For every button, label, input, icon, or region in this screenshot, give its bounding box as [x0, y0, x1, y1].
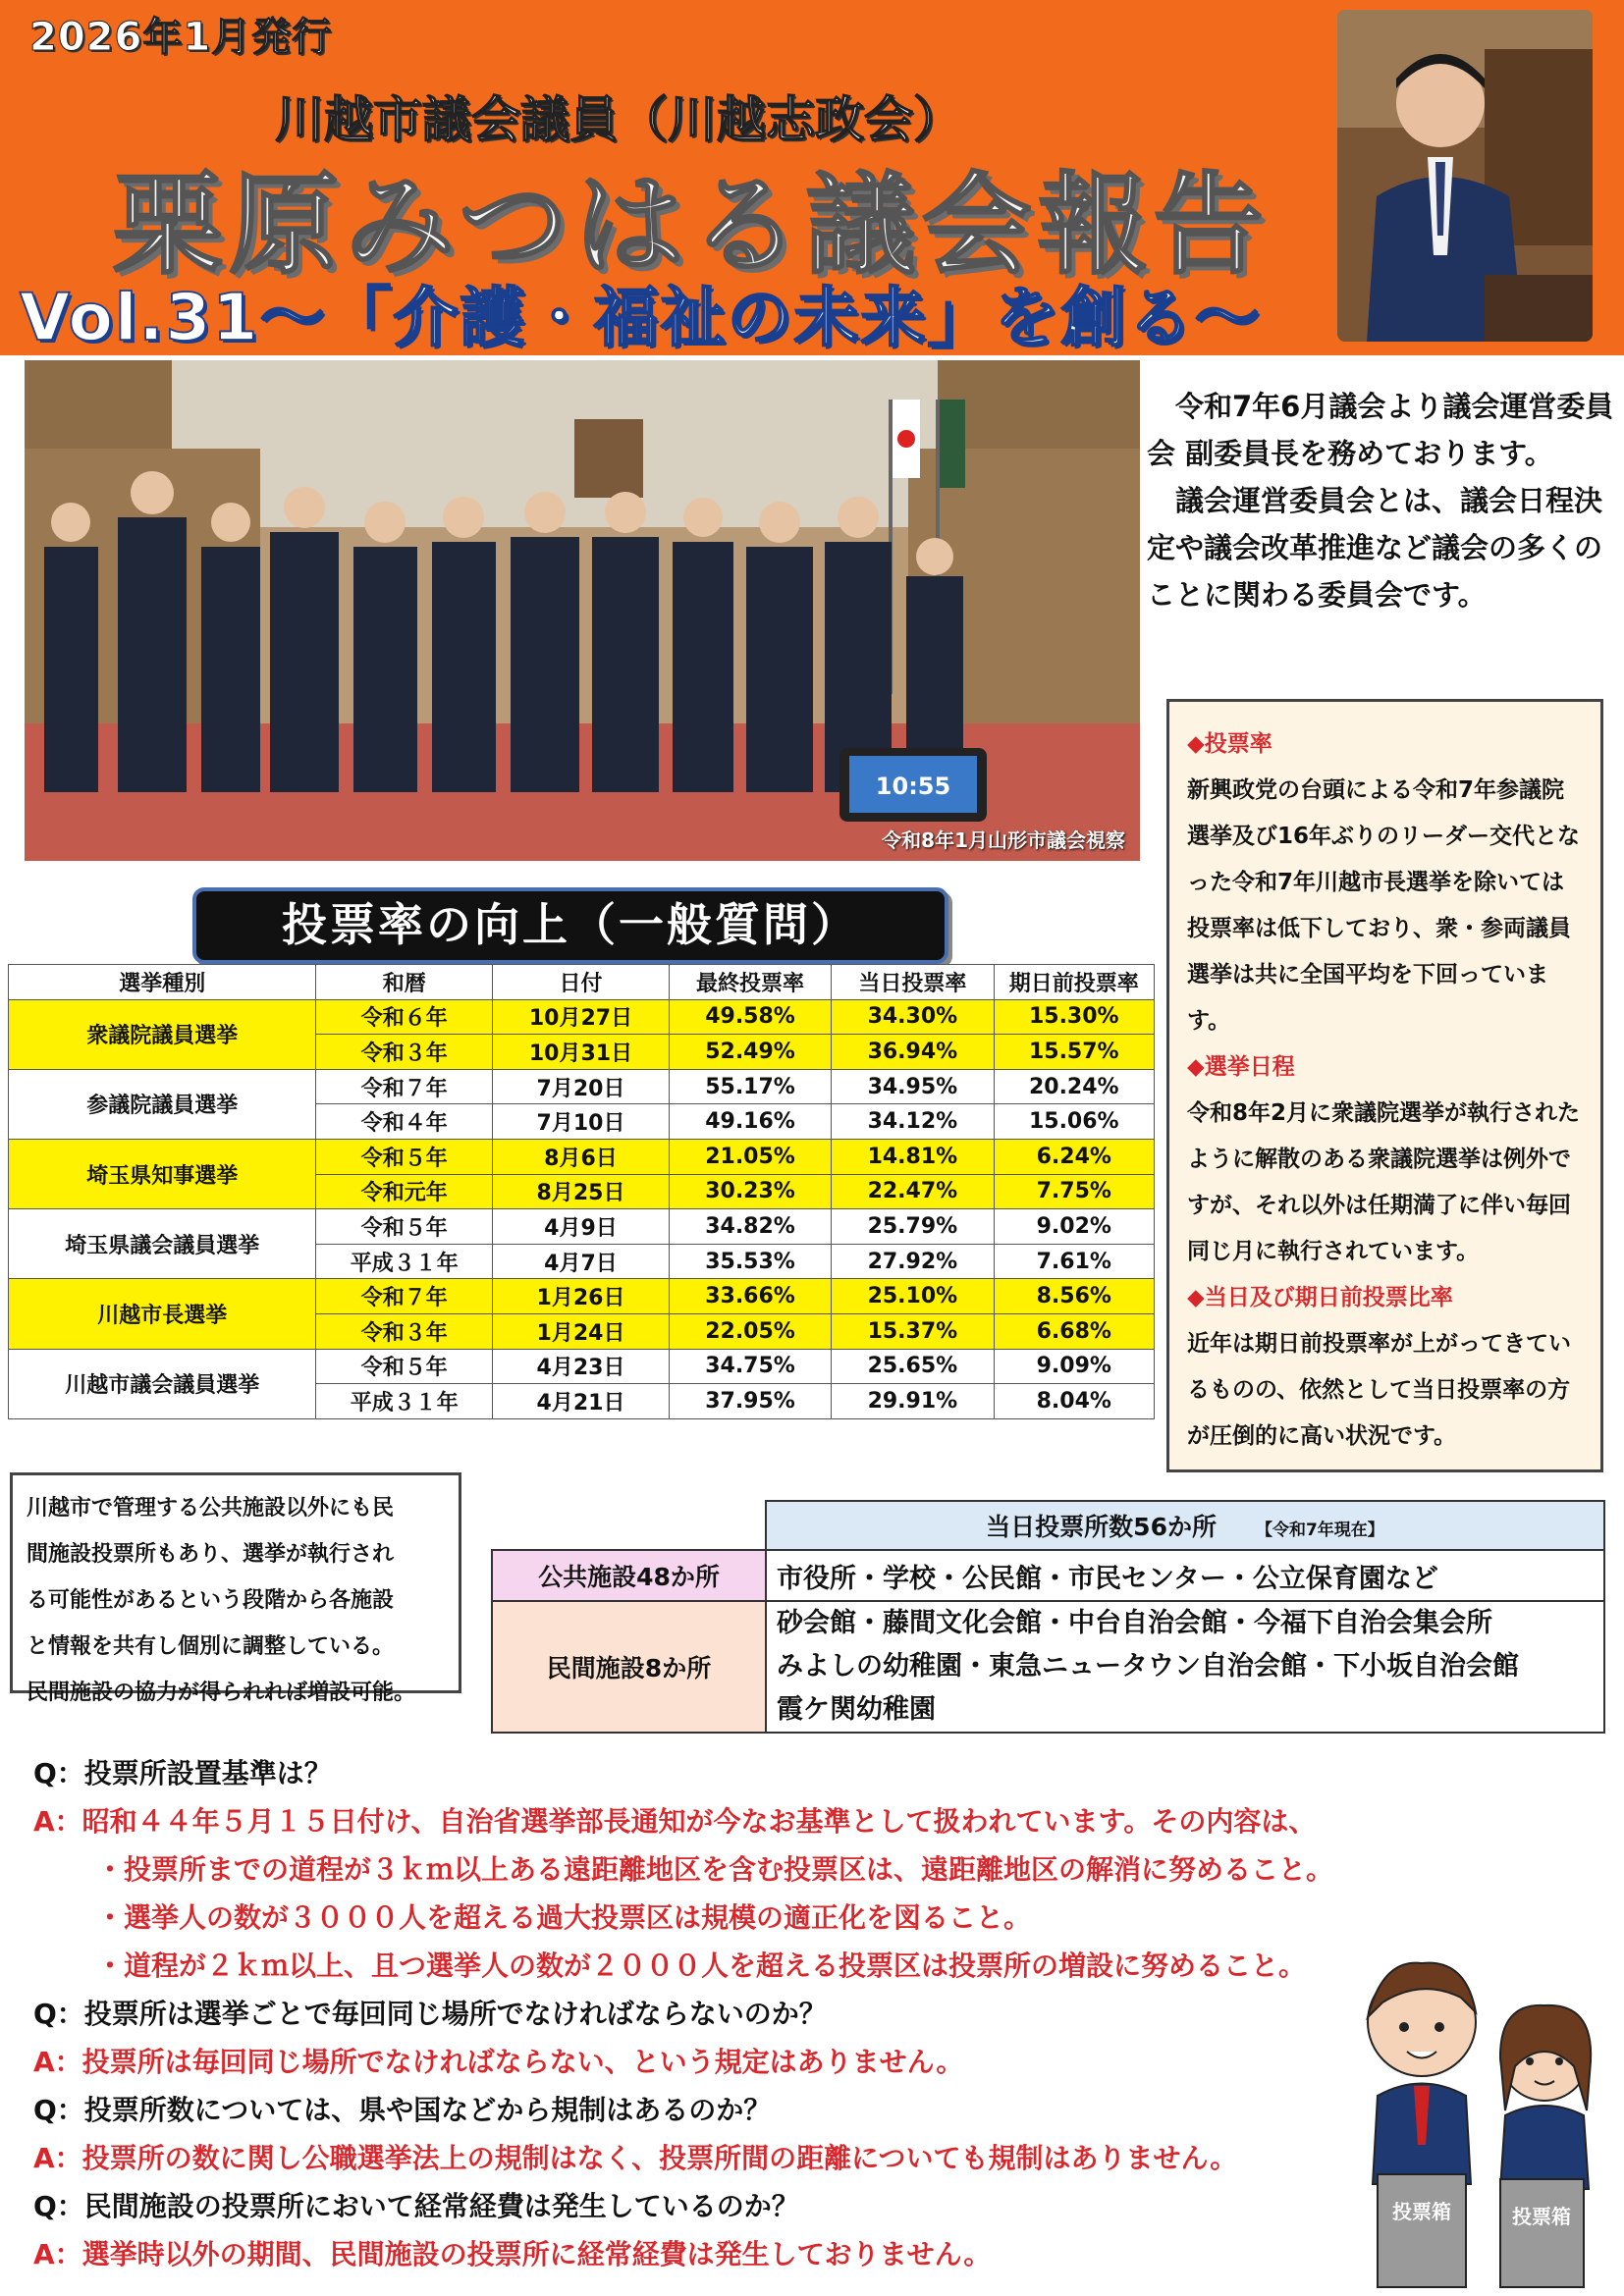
private-facility-line: 霞ケ関幼稚園 [777, 1694, 936, 1725]
table-row [9, 1209, 1155, 1245]
date-cell: 8月6日 [493, 1139, 670, 1174]
early-rate-cell: 6.68% [994, 1313, 1154, 1349]
col-header-early: 期日前投票率 [994, 965, 1154, 1000]
day-rate-cell: 34.30% [832, 999, 994, 1035]
day-rate-cell: 25.65% [832, 1349, 994, 1384]
date-cell: 4月7日 [493, 1244, 670, 1279]
day-rate-cell: 29.91% [832, 1384, 994, 1419]
election-type: 川越市長選挙 [9, 1279, 316, 1349]
early-rate-cell: 8.04% [994, 1384, 1154, 1419]
polling-place-table [491, 1500, 1605, 1734]
ballot-box-label: 投票箱 [1392, 2200, 1451, 2223]
table-header-row [9, 965, 1155, 1000]
polling-count-header [766, 1501, 1604, 1550]
early-rate-cell: 15.06% [994, 1104, 1154, 1140]
empty-corner-cell [492, 1501, 766, 1550]
answer: A：選挙時以外の期間、民間施設の投票所に経常経費は発生しておりません。 [33, 2238, 992, 2270]
final-rate-cell: 37.95% [669, 1384, 831, 1419]
page-title: 栗原みつはる議会報告 [113, 162, 1270, 290]
clock-display: 10:55 [875, 773, 951, 800]
era-cell: 令和５年 [316, 1139, 493, 1174]
page-subtitle: Vol.31～「介護・福祉の未来」を創る～ [20, 280, 1262, 355]
final-rate-cell: 34.75% [669, 1349, 831, 1384]
early-rate-cell: 20.24% [994, 1069, 1154, 1104]
final-rate-cell: 35.53% [669, 1244, 831, 1279]
question: Q：民間施設の投票所において経常経費は発生しているのか？ [33, 2190, 799, 2222]
final-rate-cell: 49.16% [669, 1104, 831, 1140]
polling-count-title: 当日投票所数56か所 [986, 1513, 1217, 1541]
col-header-type: 選挙種別 [9, 965, 316, 1000]
question: Q：投票所設置基準は？ [33, 1757, 332, 1789]
date-cell: 7月10日 [493, 1104, 670, 1140]
day-rate-cell: 27.92% [832, 1244, 994, 1279]
early-rate-cell: 7.75% [994, 1174, 1154, 1209]
public-facility-list: 市役所・学校・公民館・市民センター・公立保育園など [766, 1550, 1604, 1601]
col-header-date: 日付 [493, 965, 670, 1000]
election-type: 衆議院議員選挙 [9, 999, 316, 1069]
question: Q：投票所数については、県や国などから規制はあるのか？ [33, 2094, 772, 2126]
election-type: 参議院議員選挙 [9, 1069, 316, 1139]
callout-line: 川越市で管理する公共施設以外にも民 [27, 1496, 395, 1521]
col-header-final: 最終投票率 [669, 965, 831, 1000]
answer: A：投票所の数に関し公職選挙法上の規制はなく、投票所間の距離についても規制はありません。 [33, 2142, 1238, 2174]
early-rate-cell: 7.61% [994, 1244, 1154, 1279]
day-rate-cell: 25.10% [832, 1279, 994, 1314]
private-facility-callout [10, 1472, 461, 1705]
col-header-era: 和暦 [316, 965, 493, 1000]
info-text-ratio: 近年は期日前投票率が上がってきているものの、依然として当日投票率の方が圧倒的に高い状況です。 [1187, 1331, 1571, 1449]
private-facility-label: 民間施設8か所 [492, 1601, 766, 1733]
intro-text [1147, 383, 1618, 618]
callout-line: 民間施設の協力が得られれば増設可能。 [27, 1681, 416, 1705]
table-row [492, 1550, 1604, 1601]
issue-date: 2026年1月発行 [29, 15, 333, 60]
col-header-day: 当日投票率 [832, 965, 994, 1000]
era-cell: 令和３年 [316, 1313, 493, 1349]
date-cell: 10月27日 [493, 999, 670, 1035]
day-rate-cell: 34.12% [832, 1104, 994, 1140]
intro-paragraph: 令和7年6月議会より議会運営委員会 副委員長を務めております。 [1147, 390, 1614, 470]
early-rate-cell: 6.24% [994, 1139, 1154, 1174]
era-cell: 令和５年 [316, 1349, 493, 1384]
answer-detail: ・道程が２ｋｍ以上、且つ選挙人の数が２０００人を超える投票区は投票所の増設に努めること。 [96, 1949, 1307, 1982]
date-cell: 4月23日 [493, 1349, 670, 1384]
chamber-photo-illustration [25, 360, 1140, 861]
date-cell: 4月21日 [493, 1384, 670, 1419]
turnout-info-callout [1166, 699, 1603, 1472]
turnout-table [8, 964, 1155, 1419]
table-row [9, 1139, 1155, 1174]
date-cell: 7月20日 [493, 1069, 670, 1104]
era-cell: 令和７年 [316, 1279, 493, 1314]
era-cell: 令和３年 [316, 1035, 493, 1070]
election-type: 埼玉県知事選挙 [9, 1139, 316, 1208]
table-row [492, 1601, 1604, 1733]
info-title-schedule: ◆選挙日程 [1187, 1054, 1295, 1080]
day-rate-cell: 25.79% [832, 1209, 994, 1245]
day-rate-cell: 14.81% [832, 1139, 994, 1174]
table-row [9, 1349, 1155, 1384]
election-type: 埼玉県議会議員選挙 [9, 1209, 316, 1279]
callout-line: と情報を共有し個別に調整している。 [27, 1634, 395, 1659]
section-title: 投票率の向上（一般質問） [192, 887, 948, 964]
photo-caption: 令和8年1月山形市議会視察 [882, 828, 1125, 852]
answer: A：昭和４４年５月１５日付け、自治省選挙部長通知が今なお基準として扱われています。その内容は、 [33, 1805, 1317, 1838]
private-facility-line: 砂会館・藤間文化会館・中台自治会館・今福下自治会集会所 [777, 1608, 1492, 1638]
date-cell: 10月31日 [493, 1035, 670, 1070]
answer: A：投票所は毎回同じ場所でなければならない、という規定はありません。 [33, 2046, 964, 2078]
affiliation: 川越市議会議員（川越志政会） [275, 91, 962, 148]
final-rate-cell: 49.58% [669, 999, 831, 1035]
info-title-turnout: ◆投票率 [1187, 731, 1272, 757]
public-facility-label: 公共施設48か所 [492, 1550, 766, 1601]
speaker-portrait [1337, 10, 1593, 342]
date-cell: 1月24日 [493, 1313, 670, 1349]
early-rate-cell: 9.09% [994, 1349, 1154, 1384]
table-row [9, 999, 1155, 1035]
era-cell: 令和６年 [316, 999, 493, 1035]
era-cell: 平成３１年 [316, 1244, 493, 1279]
private-facility-line: みよしの幼稚園・東急ニュータウン自治会館・下小坂自治会館 [777, 1651, 1519, 1682]
info-title-ratio: ◆当日及び期日前投票比率 [1187, 1285, 1453, 1310]
early-rate-cell: 8.56% [994, 1279, 1154, 1314]
info-text-turnout: 新興政党の台頭による令和7年参議院選挙及び16年ぶりのリーダー交代となった令和7年川越市長選挙を除いては投票率は低下しており、衆・参両議員選挙は共に全国平均を下回っています。 [1187, 777, 1581, 1034]
final-rate-cell: 22.05% [669, 1313, 831, 1349]
election-type: 川越市議会議員選挙 [9, 1349, 316, 1418]
table-row [492, 1501, 1604, 1550]
early-rate-cell: 15.57% [994, 1035, 1154, 1070]
final-rate-cell: 21.05% [669, 1139, 831, 1174]
answer-detail: ・投票所までの道程が３ｋｍ以上ある遠距離地区を含む投票区は、遠距離地区の解消に努めること。 [96, 1853, 1334, 1886]
final-rate-cell: 52.49% [669, 1035, 831, 1070]
question: Q：投票所は選挙ごとで毎回同じ場所でなければならないのか？ [33, 1998, 827, 2030]
ballot-box-label: 投票箱 [1512, 2205, 1571, 2228]
day-rate-cell: 36.94% [832, 1035, 994, 1070]
day-rate-cell: 22.47% [832, 1174, 994, 1209]
chamber-group-photo [25, 360, 1140, 861]
info-text-schedule: 令和8年2月に衆議院選挙が執行されたように解散のある衆議院選挙は例外ですが、それ以外は任期満了に伴い毎回同じ月に執行されています。 [1187, 1100, 1581, 1264]
private-facility-list [766, 1601, 1604, 1733]
qa-section [33, 1749, 1565, 2278]
date-cell: 1月26日 [493, 1279, 670, 1314]
table-row [9, 1069, 1155, 1104]
voters-illustration [1353, 1939, 1618, 2292]
table-row [9, 1279, 1155, 1314]
final-rate-cell: 30.23% [669, 1174, 831, 1209]
callout-line: 間施設投票所もあり、選挙が執行され [27, 1542, 395, 1567]
era-cell: 令和元年 [316, 1174, 493, 1209]
polling-count-note: 【令和7年現在】 [1255, 1521, 1384, 1540]
callout-line: る可能性があるという段階から各施設 [27, 1588, 395, 1613]
final-rate-cell: 33.66% [669, 1279, 831, 1314]
early-rate-cell: 15.30% [994, 999, 1154, 1035]
answer-detail: ・選挙人の数が３０００人を超える過大投票区は規模の適正化を図ること。 [96, 1901, 1032, 1934]
date-cell: 4月9日 [493, 1209, 670, 1245]
era-cell: 令和５年 [316, 1209, 493, 1245]
date-cell: 8月25日 [493, 1174, 670, 1209]
intro-paragraph: 議会運営委員会とは、議会日程決定や議会改革推進など議会の多くのことに関わる委員会です。 [1147, 484, 1603, 612]
early-rate-cell: 9.02% [994, 1209, 1154, 1245]
final-rate-cell: 34.82% [669, 1209, 831, 1245]
era-cell: 令和４年 [316, 1104, 493, 1140]
final-rate-cell: 55.17% [669, 1069, 831, 1104]
day-rate-cell: 15.37% [832, 1313, 994, 1349]
era-cell: 令和７年 [316, 1069, 493, 1104]
era-cell: 平成３１年 [316, 1384, 493, 1419]
day-rate-cell: 34.95% [832, 1069, 994, 1104]
